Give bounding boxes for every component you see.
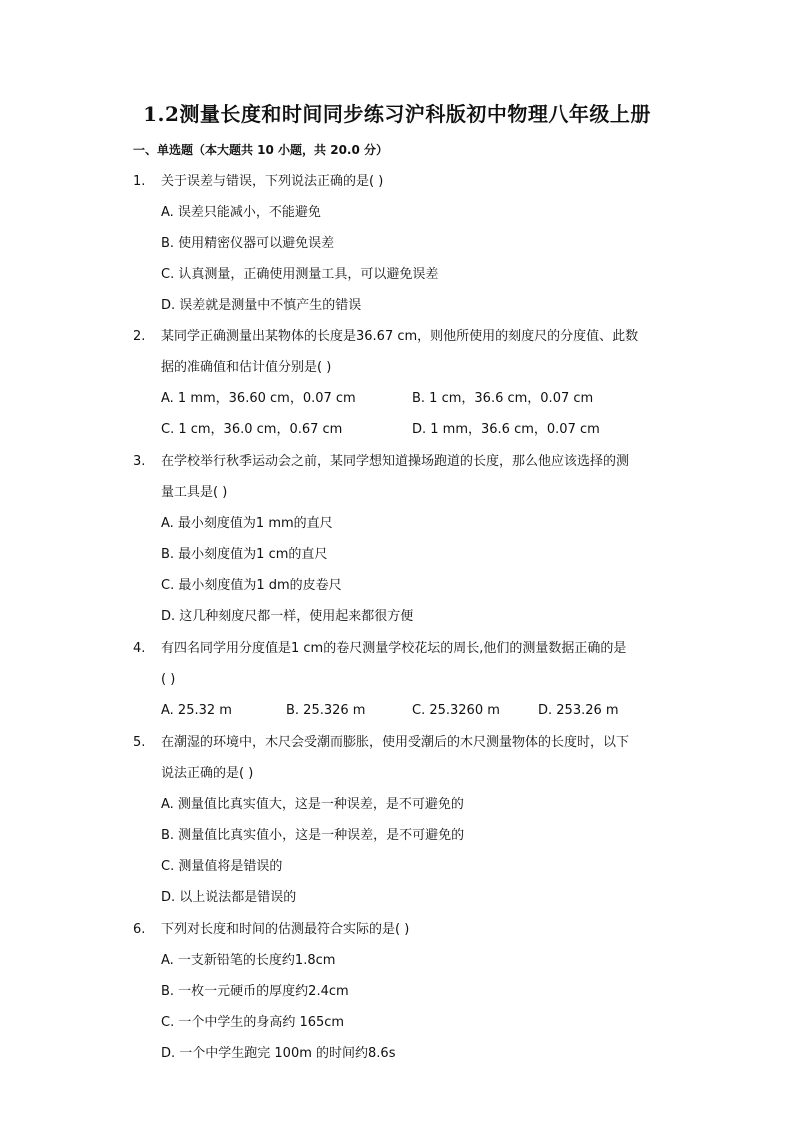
question-number: 4.: [133, 641, 146, 656]
question-text: ( ): [161, 672, 176, 687]
option-c: C. 认真测量，正确使用测量工具，可以避免误差: [161, 267, 439, 282]
question-text: 在学校举行秋季运动会之前，某同学想知道操场跑道的长度，那么他应该选择的测: [161, 454, 630, 469]
option-b: B. 一枚一元硬币的厚度约2.4cm: [161, 984, 349, 999]
option-a: A. 最小刻度值为1 mm的直尺: [161, 516, 333, 531]
option-b: B. 测量值比真实值小，这是一种误差，是不可避免的: [161, 828, 465, 843]
question-text: 有四名同学用分度值是1 cm的卷尺测量学校花坛的周长,他们的测量数据正确的是: [161, 641, 627, 656]
option-a: A. 测量值比真实值大，这是一种误差，是不可避免的: [161, 797, 464, 812]
question-text: 某同学正确测量出某物体的长度是36.67 cm，则他所使用的刻度尺的分度值、此数: [161, 329, 639, 344]
option-a: A. 误差只能减小，不能避免: [161, 205, 321, 220]
option-b: B. 1 cm，36.6 cm，0.07 cm: [412, 391, 594, 406]
question-number: 3.: [133, 454, 146, 469]
question-text: 说法正确的是( ): [161, 766, 254, 781]
question-number: 2.: [133, 329, 146, 344]
option-a: A. 一支新铅笔的长度约1.8cm: [161, 953, 336, 968]
section-heading: 一、单选题（本大题共 10 小题，共 20.0 分）: [133, 143, 389, 157]
option-d: D. 以上说法都是错误的: [161, 890, 297, 905]
option-b: B. 使用精密仪器可以避免误差: [161, 236, 335, 251]
option-b: B. 最小刻度值为1 cm的直尺: [161, 547, 328, 562]
option-d: D. 误差就是测量中不慎产生的错误: [161, 298, 362, 313]
option-c: C. 25.3260 m: [412, 703, 500, 718]
question-text: 下列对长度和时间的估测最符合实际的是( ): [161, 922, 410, 937]
option-b: B. 25.326 m: [286, 703, 366, 718]
question-text: 关于误差与错误，下列说法正确的是( ): [161, 174, 384, 189]
question-text: 在潮湿的环境中，木尺会受潮而膨胀，使用受潮后的木尺测量物体的长度时，以下: [161, 735, 630, 750]
question-number: 6.: [133, 922, 146, 937]
option-a: A. 1 mm，36.60 cm，0.07 cm: [161, 391, 356, 406]
option-d: D. 这几种刻度尺都一样，使用起来都很方便: [161, 609, 414, 624]
question-text: 量工具是( ): [161, 485, 228, 500]
option-d: D. 253.26 m: [538, 703, 619, 718]
option-c: C. 一个中学生的身高约 165cm: [161, 1015, 345, 1030]
question-number: 5.: [133, 735, 146, 750]
option-d: D. 一个中学生跑完 100m 的时间约8.6s: [161, 1046, 396, 1061]
option-c: C. 最小刻度值为1 dm的皮卷尺: [161, 578, 342, 593]
option-c: C. 测量值将是错误的: [161, 859, 283, 874]
option-d: D. 1 mm，36.6 cm，0.07 cm: [412, 422, 600, 437]
option-c: C. 1 cm，36.0 cm，0.67 cm: [161, 422, 343, 437]
page-title: 1.2测量长度和时间同步练习沪科版初中物理八年级上册: [143, 102, 651, 126]
question-text: 据的准确值和估计值分别是( ): [161, 360, 332, 375]
option-a: A. 25.32 m: [161, 703, 232, 718]
question-number: 1.: [133, 174, 146, 189]
